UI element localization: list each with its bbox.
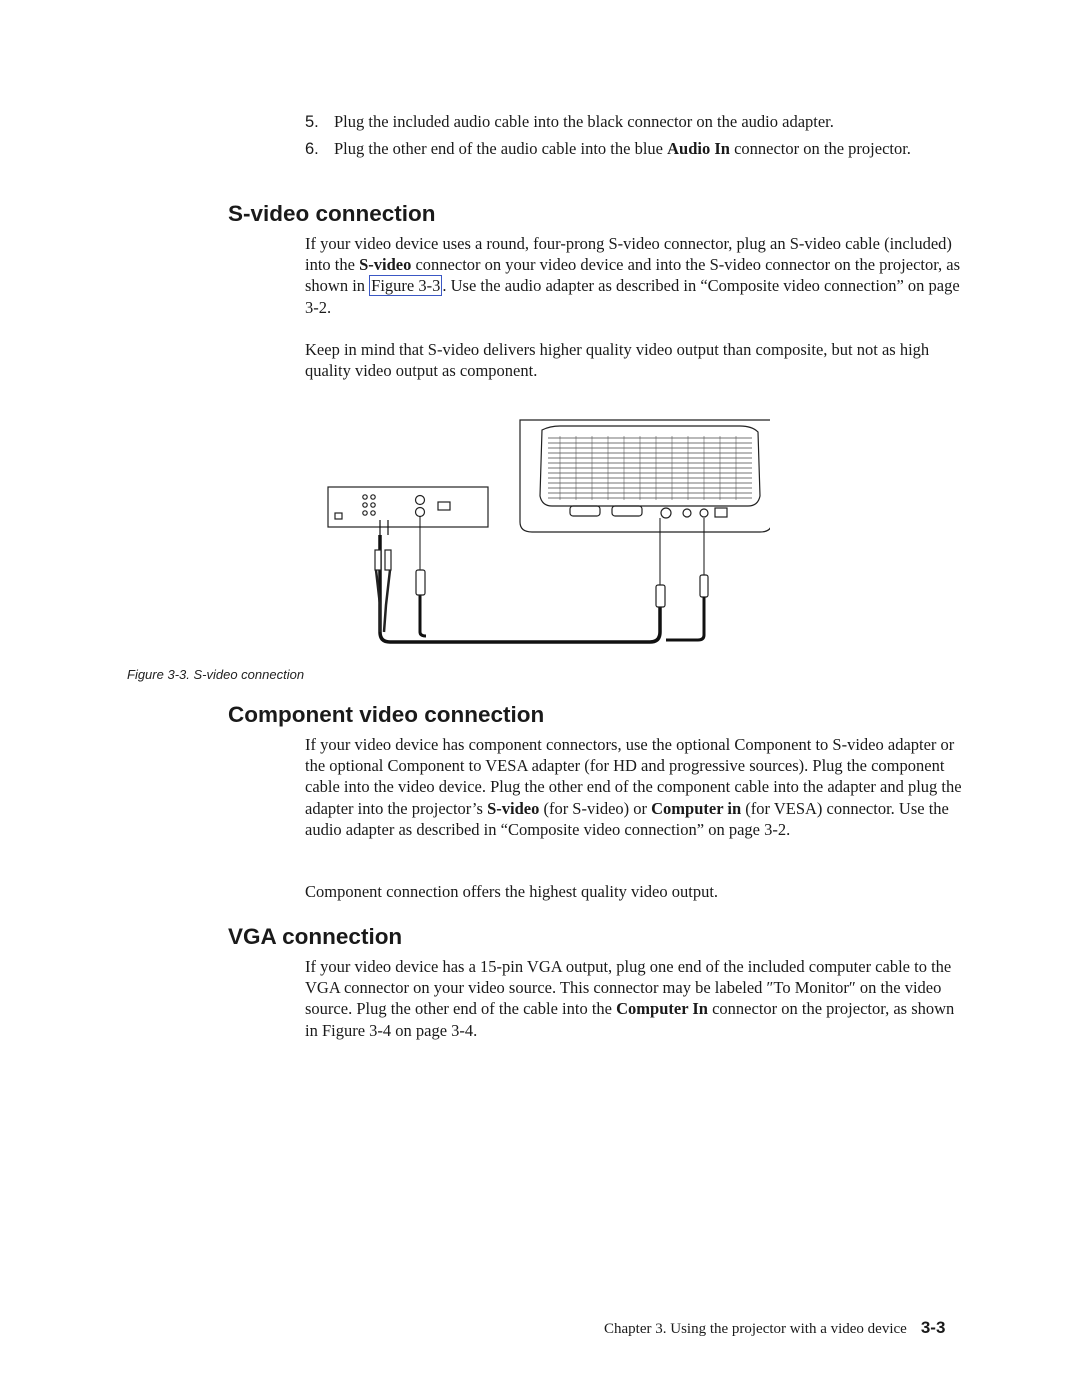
vga-heading: VGA connection: [228, 924, 403, 949]
page-footer: [604, 1318, 945, 1339]
svideo-connection-diagram: [320, 410, 770, 655]
vent-grille: [548, 436, 752, 500]
component-paragraph-1: If your video device has component connectors, use the optional Component to S-video adapter or the optional Component to VESA adapter (for HD and progressive sources). Plug the component cable into the video device. Plug the other end of the component cable into the adapter and plug the adapter into the projector’s S-video (for S-video) or Computer in (for VESA) connector. Use the audio adapter as described in “Composite video connection” on page 3-2.: [305, 735, 962, 839]
step-number: 6.: [305, 140, 319, 158]
svideo-paragraph-2: Keep in mind that S-video delivers higher quality video output than composite, but not as high quality video output as component.: [305, 340, 930, 381]
step-text: Plug the included audio cable into the black connector on the audio adapter.: [334, 112, 834, 131]
figure-link[interactable]: Figure 3-3: [371, 276, 441, 296]
cables: [380, 516, 704, 642]
step-number: 5.: [305, 113, 319, 131]
page-number: 3-3: [920, 1318, 946, 1337]
step-5: [305, 111, 965, 133]
projector-illustration: [520, 420, 770, 532]
vga-paragraph-1: If your video device has a 15-pin VGA output, plug one end of the included computer cable to the VGA connector on your video source. This connector may be labeled ″To Monitor″ on the video source. Plug the other end of the cable into the Computer In connector on the projector, as shown in Figure 3-4 on page 3-4.: [305, 957, 955, 1040]
component-paragraph-2: Component connection offers the highest quality video output.: [305, 882, 719, 901]
figure-caption: Figure 3-3. S-video connection: [127, 667, 305, 682]
audio-in-label: Audio In: [667, 139, 730, 158]
component-heading: Component video connection: [228, 702, 545, 727]
cable-plugs: [375, 550, 708, 640]
footer-chapter: Chapter 3. Using the projector with a video device: [604, 1321, 907, 1337]
step-text: Plug the other end of the audio cable into the blue Audio In connector on the projector.: [334, 139, 911, 158]
video-device-illustration: [328, 487, 488, 527]
svideo-paragraph-1: If your video device uses a round, four-prong S-video connector, plug an S-video cable (included) into the S-video connector on your video device and into the S-video connector on the projector, as shown in Figure 3-3 . Use the audio adapter as described in “Composite video connection” on page 3-2.: [305, 234, 961, 317]
step-6: [305, 138, 965, 160]
svideo-heading: S-video connection: [228, 201, 436, 226]
